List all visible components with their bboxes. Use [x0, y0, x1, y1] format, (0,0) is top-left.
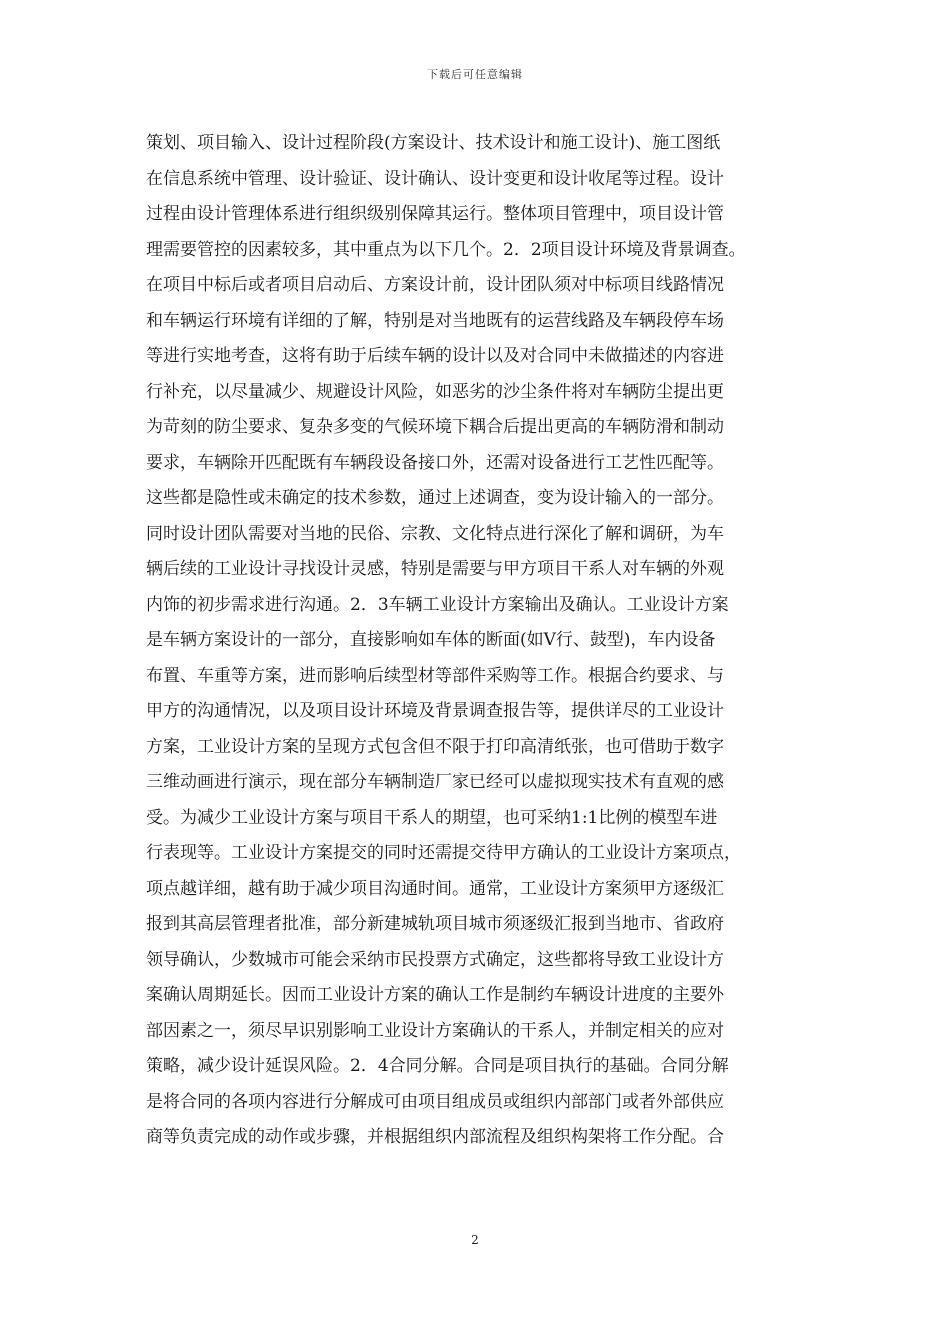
text-line: 行表现等。工业设计方案提交的同时还需提交待甲方确认的工业设计方案项点，: [146, 843, 741, 863]
text-line: 案确认周期延长。因而工业设计方案的确认工作是制约车辆设计进度的主要外: [146, 985, 724, 1005]
text-line: 报到其高层管理者批准，部分新建城轨项目城市须逐级汇报到当地市、省政府: [146, 914, 724, 934]
text-line: 商等负责完成的动作或步骤，并根据组织内部流程及组织构架将工作分配。合: [146, 1127, 724, 1147]
text-line: 受。为减少工业设计方案与项目干系人的期望，也可采纳1:1比例的模型车进: [146, 807, 718, 828]
body-text: [146, 126, 806, 1156]
text-line: 过程由设计管理体系进行组织级别保障其运行。整体项目管理中，项目设计管: [146, 204, 724, 224]
text-line: 辆后续的工业设计寻找设计灵感，特别是需要与甲方项目干系人对车辆的外观: [146, 559, 724, 579]
text-line: 等进行实地考查，这将有助于后续车辆的设计以及对合同中未做描述的内容进: [146, 346, 724, 366]
text-line: 为苛刻的防尘要求、复杂多变的气候环境下耦合后提出更高的车辆防滑和制动: [146, 417, 724, 437]
text-line: 是将合同的各项内容进行分解成可由项目组成员或组织内部部门或者外部供应: [146, 1091, 724, 1112]
text-line: 甲方的沟通情况，以及项目设计环境及背景调查报告等，提供详尽的工业设计: [146, 701, 724, 721]
text-line: 策略，减少设计延误风险。2．4合同分解。合同是项目执行的基础。合同分解: [146, 1056, 729, 1076]
text-line: 内饰的初步需求进行沟通。2．3车辆工业设计方案输出及确认。工业设计方案: [146, 594, 729, 615]
text-line: 和车辆运行环境有详细的了解，特别是对当地既有的运营线路及车辆段停车场: [146, 310, 724, 331]
text-line: 三维动画进行演示，现在部分车辆制造厂家已经可以虚拟现实技术有直观的感: [146, 772, 724, 792]
text-line: 部因素之一，须尽早识别影响工业设计方案确认的干系人，并制定相关的应对: [146, 1020, 724, 1041]
text-line: 理需要管控的因素较多，其中重点为以下几个。2．2项目设计环境及背景调查。: [146, 239, 746, 260]
text-line: 是车辆方案设计的一部分，直接影响如车体的断面(如V行、鼓型)，车内设备: [146, 630, 716, 650]
text-line: 项点越详细，越有助于减少项目沟通时间。通常，工业设计方案须甲方逐级汇: [146, 878, 724, 899]
page-number: 2: [471, 1233, 479, 1247]
text-line: 在项目中标后或者项目启动后、方案设计前，设计团队须对中标项目线路情况: [146, 275, 724, 295]
text-line: 在信息系统中管理、设计验证、设计确认、设计变更和设计收尾等过程。设计: [146, 168, 724, 189]
text-line: 方案，工业设计方案的呈现方式包含但不限于打印高清纸张，也可借助于数字: [146, 736, 724, 757]
text-line: 布置、车重等方案，进而影响后续型材等部件采购等工作。根据合约要求、与: [146, 665, 724, 686]
text-line: 策划、项目输入、设计过程阶段(方案设计、技术设计和施工设计)、施工图纸: [146, 133, 721, 153]
text-line: 领导确认，少数城市可能会采纳市民投票方式确定，这些都将导致工业设计方: [146, 949, 724, 970]
text-line: 行补充，以尽量减少、规避设计风险，如恶劣的沙尘条件将对车辆防尘提出更: [146, 381, 724, 402]
text-line: 同时设计团队需要对当地的民俗、宗教、文化特点进行深化了解和调研，为车: [146, 523, 724, 544]
text-line: 要求，车辆除开匹配既有车辆段设备接口外，还需对设备进行工艺性匹配等。: [146, 452, 724, 473]
page-header: 下载后可任意编辑: [427, 68, 523, 81]
text-line: 这些都是隐性或未确定的技术参数，通过上述调查，变为设计输入的一部分。: [146, 488, 724, 508]
